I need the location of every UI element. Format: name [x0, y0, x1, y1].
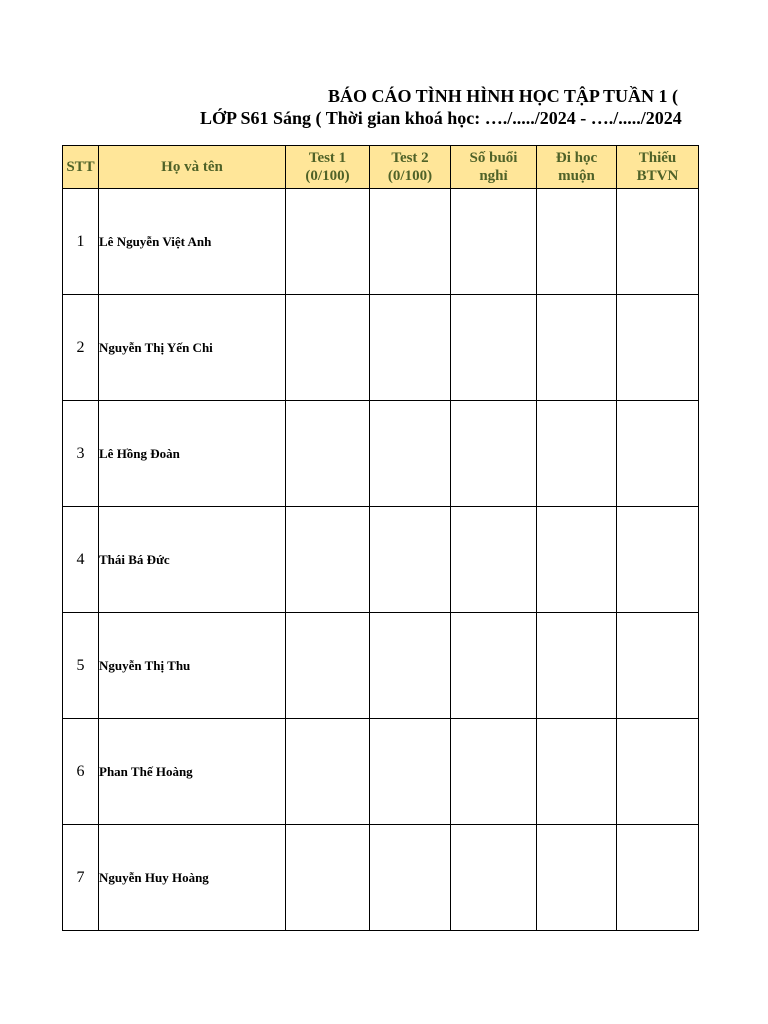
- table-row: [63, 295, 699, 401]
- row-name-cell: Lê Nguyễn Việt Anh: [99, 189, 286, 295]
- header-test1: [286, 146, 370, 189]
- table-row: [63, 507, 699, 613]
- row-late-cell[interactable]: [537, 507, 617, 613]
- row-name-cell: Lê Hồng Đoàn: [99, 401, 286, 507]
- row-name-cell: Phan Thế Hoàng: [99, 719, 286, 825]
- row-stt-cell: 4: [63, 507, 99, 613]
- row-stt-cell: 1: [63, 189, 99, 295]
- row-name-cell: Thái Bá Đức: [99, 507, 286, 613]
- row-stt-cell: 7: [63, 825, 99, 931]
- row-absent-cell[interactable]: [451, 507, 537, 613]
- row-test1-cell[interactable]: [286, 401, 370, 507]
- row-test2-cell[interactable]: [370, 507, 451, 613]
- row-test1-cell[interactable]: [286, 295, 370, 401]
- header-test1-line2: (0/100): [305, 168, 350, 184]
- table-row: [63, 401, 699, 507]
- header-late-line1: Đi học: [555, 150, 598, 166]
- header-homework: [617, 146, 699, 189]
- row-stt-cell: 2: [63, 295, 99, 401]
- row-homework-cell[interactable]: [617, 507, 699, 613]
- row-homework-cell[interactable]: [617, 613, 699, 719]
- row-homework-cell[interactable]: [617, 401, 699, 507]
- header-stt-label: STT: [66, 159, 95, 175]
- table-row: [63, 189, 699, 295]
- row-homework-cell[interactable]: [617, 295, 699, 401]
- row-test2-cell[interactable]: [370, 825, 451, 931]
- row-test2-cell[interactable]: [370, 295, 451, 401]
- header-test1-line1: Test 1: [308, 150, 347, 166]
- header-late-line2: muộn: [558, 168, 595, 184]
- table-row: [63, 719, 699, 825]
- header-absent-line1: Số buổi: [469, 150, 518, 166]
- row-test1-cell[interactable]: [286, 613, 370, 719]
- row-late-cell[interactable]: [537, 613, 617, 719]
- table-row: [63, 613, 699, 719]
- report-subtitle-line2-container: [0, 108, 697, 132]
- row-test1-cell[interactable]: [286, 825, 370, 931]
- header-name: [99, 146, 286, 189]
- row-name-cell: Nguyễn Huy Hoàng: [99, 825, 286, 931]
- header-test2: [370, 146, 451, 189]
- row-stt-cell: 6: [63, 719, 99, 825]
- row-absent-cell[interactable]: [451, 825, 537, 931]
- row-name-cell: Nguyễn Thị Yến Chi: [99, 295, 286, 401]
- row-name-cell: Nguyễn Thị Thu: [99, 613, 286, 719]
- row-stt-cell: 5: [63, 613, 99, 719]
- row-absent-cell[interactable]: [451, 295, 537, 401]
- row-late-cell[interactable]: [537, 719, 617, 825]
- row-late-cell[interactable]: [537, 825, 617, 931]
- row-absent-cell[interactable]: [451, 719, 537, 825]
- row-test2-cell[interactable]: [370, 189, 451, 295]
- table-header-row: [63, 146, 699, 189]
- row-test2-cell[interactable]: [370, 613, 451, 719]
- header-absent-line2: nghỉ: [479, 168, 508, 184]
- report-title-line1-container: [0, 86, 697, 110]
- student-report-table: [62, 145, 699, 931]
- row-absent-cell[interactable]: [451, 189, 537, 295]
- header-stt: [63, 146, 99, 189]
- header-homework-line1: Thiếu: [638, 150, 677, 166]
- row-late-cell[interactable]: [537, 295, 617, 401]
- header-test2-line1: Test 2: [391, 150, 429, 166]
- header-test2-line2: (0/100): [387, 168, 433, 184]
- row-homework-cell[interactable]: [617, 719, 699, 825]
- report-subtitle: LỚP S61 Sáng ( Thời gian khoá học: …./...../2024 - …./...../2024: [200, 108, 682, 128]
- row-stt-cell: 3: [63, 401, 99, 507]
- row-homework-cell[interactable]: [617, 189, 699, 295]
- header-homework-line2: BTVN: [636, 168, 679, 184]
- row-absent-cell[interactable]: [451, 613, 537, 719]
- row-test1-cell[interactable]: [286, 719, 370, 825]
- header-name-label: Họ và tên: [161, 159, 223, 175]
- row-homework-cell[interactable]: [617, 825, 699, 931]
- row-late-cell[interactable]: [537, 189, 617, 295]
- row-test2-cell[interactable]: [370, 401, 451, 507]
- header-absent: [451, 146, 537, 189]
- row-test2-cell[interactable]: [370, 719, 451, 825]
- header-late: [537, 146, 617, 189]
- row-late-cell[interactable]: [537, 401, 617, 507]
- report-title: BÁO CÁO TÌNH HÌNH HỌC TẬP TUẦN 1 (: [328, 86, 679, 106]
- row-absent-cell[interactable]: [451, 401, 537, 507]
- row-test1-cell[interactable]: [286, 507, 370, 613]
- row-test1-cell[interactable]: [286, 189, 370, 295]
- table-row: [63, 825, 699, 931]
